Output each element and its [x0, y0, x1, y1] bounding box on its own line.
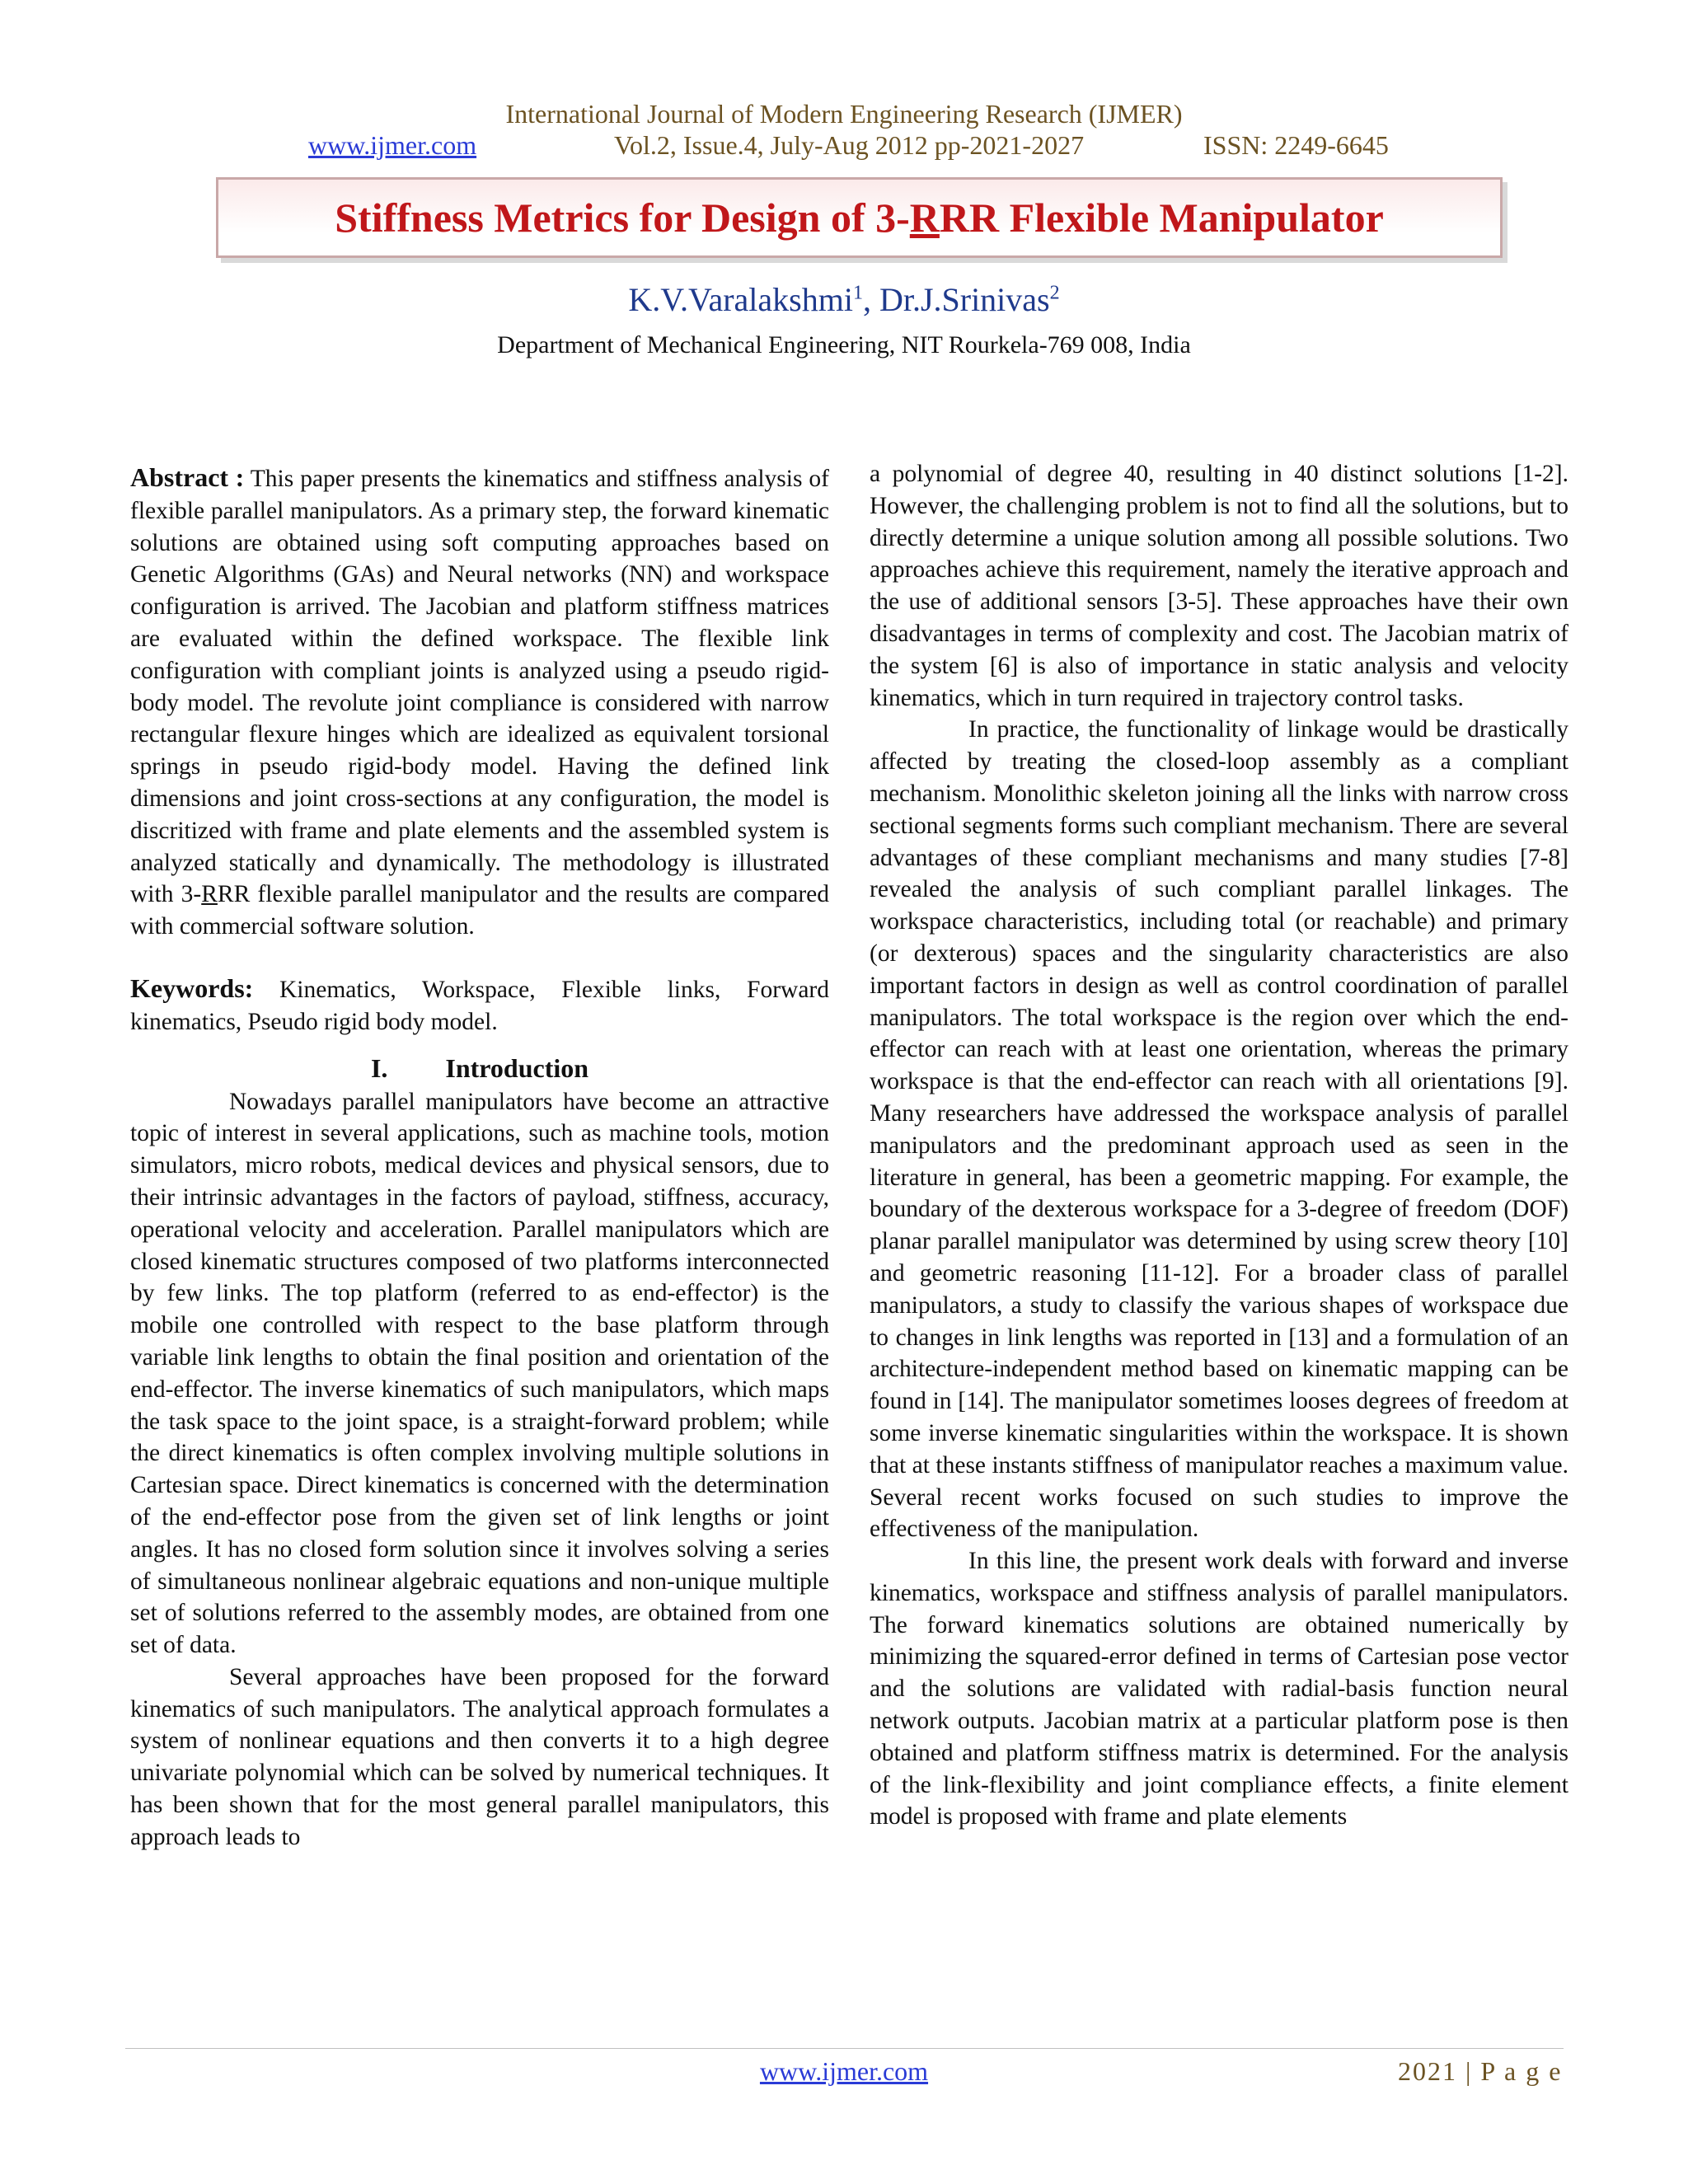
author-1: K.V.Varalakshmi: [628, 281, 853, 318]
keywords: Keywords: Kinematics, Workspace, Flexible links, Forward kinematics, Pseudo rigid body model.: [130, 972, 829, 1035]
issn-info: ISSN: 2249-6645: [1203, 130, 1389, 160]
paper-title: Stiffness Metrics for Design of 3-RRR Flexible Manipulator: [335, 194, 1384, 241]
volume-info: Vol.2, Issue.4, July-Aug 2012 pp-2021-2027: [614, 130, 1085, 160]
author-list: K.V.Varalakshmi$^1$, Dr.J.Srinivas$^2$: [628, 281, 1060, 318]
intro-paragraph-5: In this line, the present work deals with forward and inverse kinematics, workspace and stiffness analysis of parallel manipulators. The forward kinematics solutions are obtained numerically by minimizing the squared-error defined in terms of Cartesian pose vector and the solutions are validated with radial-basis function neural network outputs. Jacobian matrix at a particular platform pose is then obtained and platform stiffness matrix is determined. For the analysis of the link-flexibility and joint compliance effects, a finite element model is proposed with frame and plate elements: [870, 1548, 1568, 1830]
journal-name: International Journal of Modern Engineering Research (IJMER): [505, 99, 1183, 129]
journal-url-link[interactable]: www.ijmer.com: [308, 130, 477, 160]
intro-paragraph-1: Nowadays parallel manipulators have become an attractive topic of interest in several applications, such as machine tools, motion simulators, micro robots, medical devices and physical sensors, due to their intrinsic advantages in the factors of payload, stiffness, accuracy, operational velocity and acceleration. Parallel manipulators which are closed kinematic structures composed of two platforms interconnected by few links. The top platform (referred to as end-effector) is the mobile one controlled with respect to the base platform through variable link lengths to obtain the final position and orientation of the end-effector. The inverse kinematics of such manipulators, which maps the task space to the joint space, is a straight-forward problem; while the direct kinematics is often complex involving multiple solutions in Cartesian space. Direct kinematics is concerned with the determination of the end-effector pose from the given set of link lengths or joint angles. It has no closed form solution since it involves solving a series of simultaneous nonlinear algebraic equations and non-unique multiple set of solutions referred to the assembly modes, are obtained from one set of data.: [130, 1088, 829, 1659]
affiliation: Department of Mechanical Engineering, NIT Rourkela-769 008, India: [497, 331, 1191, 359]
intro-paragraph-2: Several approaches have been proposed for the forward kinematics of such manipulators. The analytical approach formulates a system of nonlinear equations and then converts it to a high degree univariate polynomial which can be solved by numerical techniques. It has been shown that for the most general parallel manipulators, this approach leads to: [130, 1663, 829, 1850]
right-column: [870, 458, 1568, 1833]
title-box: [216, 177, 1503, 258]
author-2: , Dr.J.Srinivas: [862, 281, 1050, 318]
intro-paragraph-3: a polynomial of degree 40, resulting in 40 distinct solutions [1-2]. However, the challenging problem is not to find all the solutions, but to directly determine a unique solution among all possible solutions. Two approaches achieve this requirement, namely the iterative approach and the use of additional sensors [3-5]. These approaches have their own disadvantages in terms of complexity and cost. The Jacobian matrix of the system [6] is also of importance in static analysis and velocity kinematics, which in turn required in trajectory control tasks.: [870, 461, 1568, 711]
page-number: 2021 | P a g e: [1398, 2056, 1563, 2086]
journal-meta-line: [0, 130, 1688, 165]
footer-url-link[interactable]: www.ijmer.com: [759, 2056, 929, 2086]
footer-divider: [125, 2048, 1564, 2049]
abstract: Abstract : This paper presents the kinematics and stiffness analysis of flexible parallel manipulators. As a primary step, the forward kinematic solutions are obtained using soft computing approaches based on Genetic Algorithms (GAs) and Neural networks (NN) and workspace configuration is arrived. The Jacobian and platform stiffness matrices are evaluated within the defined workspace. The flexible link configuration with compliant joints is analyzed using a pseudo rigid-body model. The revolute joint compliance is considered with narrow rectangular flexure hinges which are idealized as equivalent torsional springs in pseudo rigid-body model. Having the defined link dimensions and joint cross-sections at any configuration, the model is discritized with frame and plate elements and the assembled system is analyzed statically and dynamically. The methodology is illustrated with 3-RRR flexible parallel manipulator and the results are compared with commercial software solution.: [130, 462, 829, 940]
left-column: [130, 462, 829, 1854]
section-heading-introduction: I. Introduction: [370, 1052, 589, 1083]
intro-paragraph-4: In practice, the functionality of linkage would be drastically affected by treating the closed-loop assembly as a compliant mechanism. Monolithic skeleton joining all the links with narrow cross sectional segments forms such compliant mechanism. There are several advantages of these compliant mechanisms and many studies [7-8] revealed the analysis of such compliant parallel linkages. The workspace characteristics, including total (or reachable) and primary (or dexterous) spaces and the singularity characteristics are also important factors in design as well as control coordination of parallel manipulators. The total workspace is the region over which the end-effector can reach with at least one orientation, whereas the primary workspace is that the end-effector can reach with all orientations [9]. Many researchers have addressed the workspace analysis of parallel manipulators and the predominant approach used as seen in the literature in general, has been a geometric mapping. For example, the boundary of the dexterous workspace for a 3-degree of freedom (DOF) planar parallel manipulator was determined by using screw theory [10] and geometric reasoning [11-12]. For a broader class of parallel manipulators, a study to classify the various shapes of workspace due to changes in link lengths was reported in [13] and a formulation of an architecture-independent method based on kinematic mapping can be found in [14]. The manipulator sometimes looses degrees of freedom at some inverse kinematic singularities within the workspace. It is shown that at these instants stiffness of manipulator reaches a maximum value. Several recent works focused on such studies to improve the effectiveness of the manipulation.: [870, 716, 1568, 1543]
abstract-label: Abstract :: [130, 462, 245, 492]
keywords-label: Keywords:: [130, 972, 254, 1003]
